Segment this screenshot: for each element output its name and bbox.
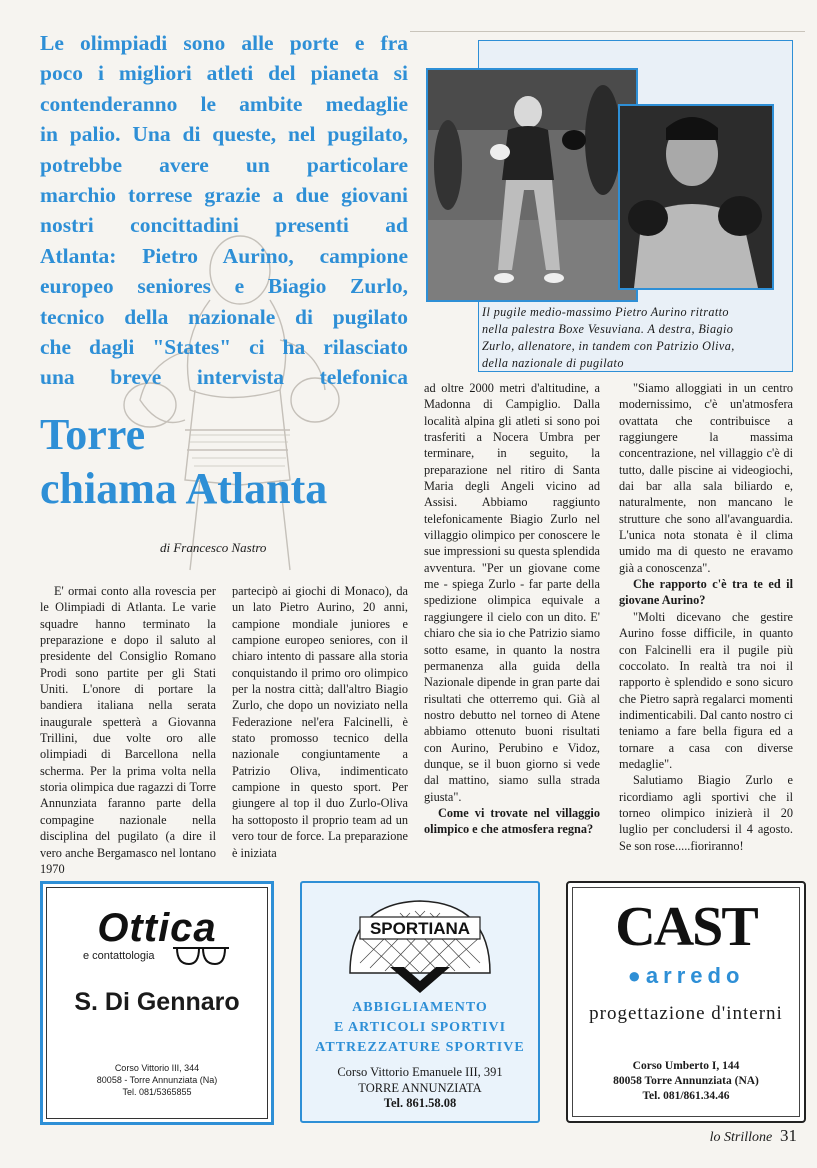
- paragraph: "Molti dicevano che gestire Aurino fosse difficile, in quanto con Falcinelli era il pugile più coccolato. In realtà tra noi il rapporto è splendido e sono sicuro che Pietro saprà regalarci momenti indimenticabili. Dal canto nostro ci teniamo a fare bella figura ed a tornare a casa con diverse medaglie".: [619, 609, 793, 771]
- intro-line: europeo seniores e Biagio Zurlo,: [40, 274, 408, 299]
- ad-ottica: [40, 881, 274, 1125]
- blue-dot-icon: ●: [627, 963, 646, 988]
- article-column-3: [424, 380, 600, 838]
- boxer-gym-photo: [426, 68, 638, 302]
- sportiana-logo-text: SPORTIANA: [369, 919, 471, 938]
- cast-logo: CAST: [615, 896, 757, 958]
- ottica-subtitle: e contattologia: [83, 950, 155, 962]
- intro-line: una breve intervista telefonica: [40, 365, 408, 390]
- title-line: chiama Atlanta: [40, 464, 328, 513]
- sportiana-logo: [330, 893, 510, 999]
- address-line: Corso Vittorio Emanuele III, 391: [337, 1065, 503, 1079]
- sportiana-line: ATTREZZATURE SPORTIVE: [315, 1040, 525, 1055]
- cast-address: [568, 1059, 804, 1104]
- intro-line: Le olimpiadi sono alle porte e fra: [40, 31, 408, 55]
- paragraph: "Siamo alloggiati in un centro modernissimo, c'è un'atmosfera ovattata che contribuisce a raggiungere la massima concentrazione, nel villaggio c'è di tutto, dalle piscine ai videogiochi, dai bar alla sala biliardo e, naturalmente, non mancano le strutture che sono all'avanguardia. L'unica nota stonata è il clima umido ma di questo ne eravamo già a conoscenza".: [619, 381, 793, 575]
- article-column-4: [619, 380, 793, 854]
- magazine-name: lo Strillone: [709, 1130, 773, 1145]
- address-line: Tel. 081/861.34.46: [642, 1090, 730, 1102]
- article-column-2: [232, 583, 408, 861]
- paragraph: Salutiamo Biagio Zurlo e ricordiamo agli sportivi che il torneo olimpico inizierà il 20 luglio per concludersi il 4 agosto. Se son rose.....fioriranno!: [619, 773, 793, 853]
- article-title: [40, 408, 327, 516]
- article-column-1: [40, 583, 216, 877]
- photo-caption: [482, 304, 786, 372]
- ottica-logo: Ottica: [97, 906, 217, 950]
- arredo-text: arredo: [645, 963, 745, 988]
- interview-question: Che rapporto c'è tra te ed il giovane Aurino?: [619, 577, 793, 608]
- sportiana-line: ABBIGLIAMENTO: [352, 1000, 488, 1015]
- paragraph: E' ormai conto alla rovescia per le Olimpiadi di Atlanta. Le varie squadre hanno terminato la preparazione e dopo il saluto al presidente del Consiglio Romano Prodi sono partite per gli Stati Uniti. L'onore di portare la bandiera italiana nella serata inaugurale spetterà a Giovanna Trillini, due volte oro alle olimpiadi di Barcellona nella scherma. Per la prima volta nella storia olimpica due ragazzi di Torre Annunziata faranno parte della compagine nazionale nella disciplina del pugilato (a dire il vero anche Bergamasco nel lontano 1970: [40, 584, 216, 876]
- ottica-owner-name: S. Di Gennaro: [74, 988, 240, 1016]
- title-line: Torre: [40, 410, 146, 459]
- cast-arredo-wordmark: [568, 963, 804, 989]
- ad-sportiana: [300, 881, 540, 1123]
- caption-line: nella palestra Boxe Vesuviana. A destra, Biagio: [482, 322, 734, 336]
- intro-line: in palio. Una di queste, nel pugilato,: [40, 122, 408, 147]
- intro-line: marchio torrese grazie a due giovani: [40, 183, 408, 208]
- page-number: 31: [780, 1126, 797, 1145]
- caption-line: Il pugile medio-massimo Pietro Aurino ritratto: [482, 305, 729, 319]
- intro-line: Atlanta: Pietro Aurino, campione: [40, 243, 408, 268]
- address-line: Corso Umberto I, 144: [632, 1060, 740, 1072]
- intro-line: contenderanno le ambite medaglie: [40, 91, 408, 116]
- paragraph: partecipò ai giochi di Monaco), da un lato Pietro Aurino, 20 anni, campione mondiale juniores e campione europeo seniores, con il chiaro intento di passare alla storia conquistando il primo oro olimpico per la nostra città; dall'altro Biagio Zurlo, che dopo un noviziato nella Federazione nel'era Falcinelli, è stato promosso tecnico della nazionale congiuntamente a Patrizio Oliva, indimenticato campione in questo sport. Per giungere al top il duo Zurlo-Oliva ha sottoposto il proprio team ad un vero tour de force. La preparazione è iniziata: [232, 584, 408, 860]
- intro-line: nostri concittadini presenti ad: [40, 213, 408, 238]
- caption-line: della nazionale di pugilato: [482, 356, 624, 370]
- zurlo-oliva-photo: [618, 104, 774, 290]
- intro-paragraph: [40, 28, 408, 393]
- glasses-icon: [171, 944, 231, 968]
- intro-line: tecnico della nazionale di pugilato: [40, 304, 408, 329]
- address-line: Tel. 861.58.08: [383, 1096, 457, 1110]
- page-footer: [710, 1126, 797, 1146]
- sportiana-line: E ARTICOLI SPORTIVI: [333, 1020, 507, 1035]
- ad-cast-arredo: [566, 881, 806, 1123]
- caption-line: Zurlo, allenatore, in tandem con Patrizio Oliva,: [482, 339, 735, 353]
- interview-question: Come vi trovate nel villaggio olimpico e che atmosfera regna?: [424, 805, 600, 837]
- address-line: 80058 Torre Annunziata (NA): [613, 1075, 759, 1087]
- address-line: Tel. 081/5365855: [122, 1087, 192, 1097]
- address-line: TORRE ANNUNZIATA: [358, 1080, 482, 1095]
- address-line: 80058 - Torre Annunziata (Na): [96, 1075, 218, 1085]
- intro-line: potrebbe avere un particolare: [40, 152, 408, 177]
- cast-tagline: progettazione d'interni: [589, 1003, 783, 1024]
- address-line: Corso Vittorio III, 344: [114, 1063, 200, 1073]
- top-rule: [410, 31, 805, 32]
- sportiana-address: [302, 1065, 538, 1112]
- ottica-address: [43, 1062, 271, 1098]
- intro-line: che dagli "States" ci ha rilasciato: [40, 335, 408, 360]
- byline: di Francesco Nastro: [160, 540, 267, 555]
- paragraph: ad oltre 2000 metri d'altitudine, a Madonna di Campiglio. Dalla località alpina gli atleti si sono poi trasferiti a Nocera Umbra per terminare, in seguito, la preparazione nel ritiro di Santa Maria degli Angeli vicino ad Assisi. Abbiamo raggiunto telefonicamente Biagio Zurlo nel villaggio olimpico per conoscere le sue impressioni su questa splendida avventura. "Per un giovane come me - spiega Zurlo - far parte della spedizione olimpica equivale a raggiungere il cielo con un dito. E' chiaro che sia io che Patrizio siamo sotto esame, in quanto la nostra permanenza alla guida della Nazionale dipende in gran parte dai risultati che otterremo qui. Già al nostro debutto nel torneo di Atene abbiamo ottenuto buoni risultati con Aurino, Perubino e Vidoz, dunque, se il buon giorno si vede dal mattino, siamo sulla strada giusta".: [424, 381, 600, 804]
- intro-line: poco i migliori atleti del pianeta si: [40, 61, 408, 86]
